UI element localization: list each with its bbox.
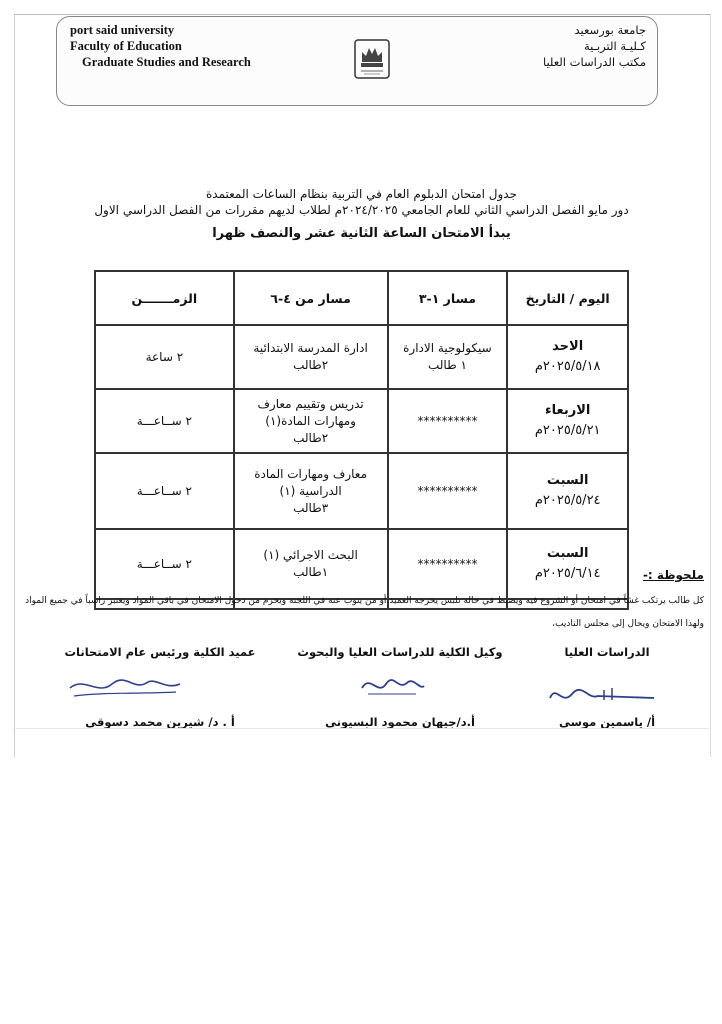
table-row xyxy=(95,325,628,389)
day-name: الاحد xyxy=(552,339,584,354)
faculty-name-en: Faculty of Education xyxy=(70,39,182,53)
department-name-ar: مكتب الدراسات العليا xyxy=(542,55,646,69)
course-name-part-2: الدراسية (١) xyxy=(279,483,342,498)
course-name-part-2: ومهارات المادة(١) xyxy=(265,413,356,428)
track-2-cell xyxy=(234,389,388,453)
university-name-ar: جامعة بورسعيد xyxy=(574,23,646,37)
duration-cell: ٢ ســاعـــة xyxy=(95,529,234,599)
table-row xyxy=(95,389,628,453)
handwritten-signature-icon xyxy=(358,670,428,700)
day-name: السبت xyxy=(546,546,589,561)
header-track-4-6: مسار من ٤-٦ xyxy=(234,271,388,325)
track-2-cell xyxy=(234,529,388,599)
day-date-cell xyxy=(507,389,628,453)
day-date-cell xyxy=(507,453,628,529)
exam-date: ٢٠٢٥/٥/٢٤م xyxy=(534,493,601,508)
student-count: ١طالب xyxy=(293,565,329,579)
table-header-row xyxy=(95,271,628,325)
day-name: السبت xyxy=(546,473,589,488)
track-1-cell: ********** xyxy=(388,529,508,599)
student-count: ٣طالب xyxy=(293,500,329,515)
document-title xyxy=(14,186,709,241)
track-1-cell: ********** xyxy=(388,453,508,529)
title-line-1: جدول امتحان الدبلوم العام في التربية بنظام الساعات المعتمدة xyxy=(205,187,518,201)
track-1-cell: ********** xyxy=(388,389,508,453)
department-name-en: Graduate Studies and Research xyxy=(82,55,251,69)
day-date-cell xyxy=(507,325,628,389)
duration-cell: ٢ ســاعـــة xyxy=(95,389,234,453)
exam-date: ٢٠٢٥/٥/١٨م xyxy=(534,359,601,374)
course-name: ادارة المدرسة الابتدائية xyxy=(253,341,368,355)
track-1-cell xyxy=(388,325,508,389)
duration-cell: ٢ ســاعـــة xyxy=(95,453,234,529)
note-text: كل طالب يرتكب غشاً في امتحان أو الشروع فيه ويضبط في حالة تلبس يخرجه العميد أو من ينوب عنه في اللجنة ويحرم من دخول الامتحان في باقي المواد ويعتبر راسباً في جميع المواد ولهذا الامتحان ويحال إلى مجلس التاديب، xyxy=(25,596,704,629)
exam-date: ٢٠٢٥/٥/٢١م xyxy=(534,423,601,438)
letterhead-arabic xyxy=(486,22,646,70)
letterhead-english xyxy=(70,22,310,70)
exam-schedule-table xyxy=(94,270,629,610)
header-day-date: اليوم / التاريخ xyxy=(507,271,628,325)
course-name-part-1: معارف ومهارات المادة xyxy=(254,466,368,481)
university-logo-icon xyxy=(352,38,392,80)
header-track-1-3: مسار ١-٣ xyxy=(388,271,508,325)
faculty-name-ar: كـليـة التربـية xyxy=(583,39,646,53)
course-name-part-1: تدريس وتقييم معارف xyxy=(257,396,364,411)
header-duration: الزمـــــــن xyxy=(95,271,234,325)
exam-start-time: يبدأ الامتحان الساعة الثانية عشر والنصف ظهرا xyxy=(212,226,511,241)
table-row xyxy=(95,453,628,529)
signatory-name: أ.د/جيهان محمود البسيونى xyxy=(325,715,475,729)
signatory-name: أ/ ياسمين موسي xyxy=(558,715,656,729)
table-row xyxy=(95,529,628,599)
title-line-2: دور مايو الفصل الدراسي الثاني للعام الجامعي ٢٠٢٤/٢٠٢٥م لطلاب لديهم مقررات من الفصل الدراسي الاول xyxy=(94,203,629,217)
track-2-cell xyxy=(234,453,388,529)
day-date-cell xyxy=(507,529,628,599)
student-count: ٢طالب xyxy=(293,358,329,372)
day-name: الاربعاء xyxy=(544,403,591,418)
university-name-en: port said university xyxy=(70,23,175,37)
page-bottom-rule xyxy=(14,728,709,729)
handwritten-signature-icon xyxy=(542,676,662,712)
student-count: ٢طالب xyxy=(293,430,329,445)
course-name: سيكولوجية الادارة xyxy=(403,341,492,355)
signatory-name: أ . د/ شيرين محمد دسوقي xyxy=(85,715,235,729)
student-count: ١ طالب xyxy=(427,358,467,372)
note-title: ملحوظة :- xyxy=(642,568,704,582)
duration-cell: ٢ ساعة xyxy=(95,325,234,389)
signatory-role: الدراسات العليا xyxy=(564,645,650,659)
signatory-role: وكيل الكلية للدراسات العليا والبحوث xyxy=(297,645,503,659)
signatory-role: عميد الكلية ورئيس عام الامتحانات xyxy=(64,645,256,659)
handwritten-signature-icon xyxy=(64,668,184,704)
track-2-cell xyxy=(234,325,388,389)
course-name: البحث الاجرائي (١) xyxy=(263,548,358,562)
exam-date: ٢٠٢٥/٦/١٤م xyxy=(534,566,601,581)
